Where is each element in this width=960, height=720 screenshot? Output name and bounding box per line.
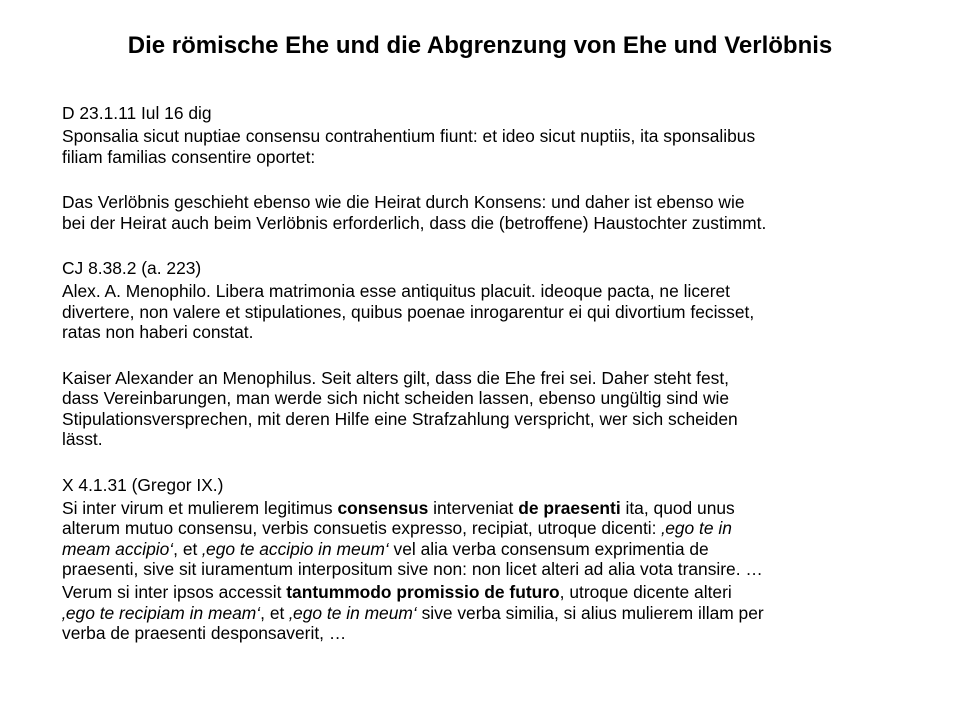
quote-italic: meam accipio‘ — [62, 538, 174, 559]
german-translation-line: Stipulationsversprechen, mit deren Hilfe eine Strafzahlung verspricht, wer sich scheiden — [62, 408, 738, 429]
source-reference-liber-extra: X 4.1.31 (Gregor IX.) — [62, 474, 224, 495]
slide-title: Die römische Ehe und die Abgrenzung von Ehe und Verlöbnis — [127, 32, 833, 59]
quote-italic: ‚ego te in — [661, 518, 732, 538]
latin-text-line: Alex. A. Menophilo. Libera matrimonia esse antiquitus placuit. ideoque pacta, ne liceret — [62, 281, 730, 301]
latin-text-line: Verum si inter ipsos accessit tantummodo promissio de futuro, utroque dicente alteri — [62, 582, 732, 602]
latin-text-line: verba de praesenti desponsaverit, … — [62, 623, 347, 643]
emphasis-de-praesenti: de praesenti — [518, 497, 621, 518]
source-reference-digest: D 23.1.11 Iul 16 dig — [62, 103, 212, 123]
latin-text-line: divertere, non valere et stipulationes, quibus poenae inrogarentur ei qui divortium fecisset, — [62, 301, 755, 322]
german-translation-line: Das Verlöbnis geschieht ebenso wie die Heirat durch Konsens: und daher ist ebenso wie — [62, 192, 745, 212]
latin-text-line: meam accipio‘, et ‚ego te accipio in meum‘ vel alia verba consensum exprimentia de — [62, 538, 709, 559]
german-translation-line: lässt. — [62, 429, 103, 449]
german-translation-line: Kaiser Alexander an Menophilus. Seit alters gilt, dass die Ehe frei sei. Daher steht fest, — [62, 367, 729, 388]
source-reference-codex: CJ 8.38.2 (a. 223) — [62, 258, 202, 278]
emphasis-promissio-de-futuro: tantummodo promissio de futuro — [286, 582, 560, 602]
quote-italic: ‚ego te accipio in meum‘ — [202, 538, 389, 559]
german-translation-line: bei der Heirat auch beim Verlöbnis erforderlich, dass die (betroffene) Haustochter zustimmt. — [62, 212, 767, 233]
slide-content — [62, 103, 932, 644]
latin-text-line: alterum mutuo consensu, verbis consuetis expresso, recipiat, utroque dicenti: ‚ego te in — [62, 518, 732, 538]
latin-text-line: praesenti, sive sit iuramentum interpositum sive non: non licet alteri ad alia vota transire. … — [62, 559, 763, 579]
quote-italic: ‚ego te in meum‘ — [289, 602, 417, 623]
latin-text-line: ‚ego te recipiam in meam‘, et ‚ego te in meum‘ sive verba similia, si alius mulierem illam per — [62, 602, 764, 623]
latin-text-line: Si inter virum et mulierem legitimus consensus interveniat de praesenti ita, quod unus — [62, 497, 735, 518]
german-translation-line: dass Vereinbarungen, man werde sich nicht scheiden lassen, ebenso ungültig sind wie — [62, 388, 730, 408]
quote-italic: ‚ego te recipiam in meam‘ — [62, 602, 261, 623]
latin-text-line: filiam familias consentire oportet: — [62, 146, 316, 167]
emphasis-consensus: consensus — [337, 497, 429, 518]
latin-text-line: Sponsalia sicut nuptiae consensu contrahentium fiunt: et ideo sicut nuptiis, ita sponsalibus — [62, 126, 756, 146]
latin-text-line: ratas non haberi constat. — [62, 322, 254, 342]
